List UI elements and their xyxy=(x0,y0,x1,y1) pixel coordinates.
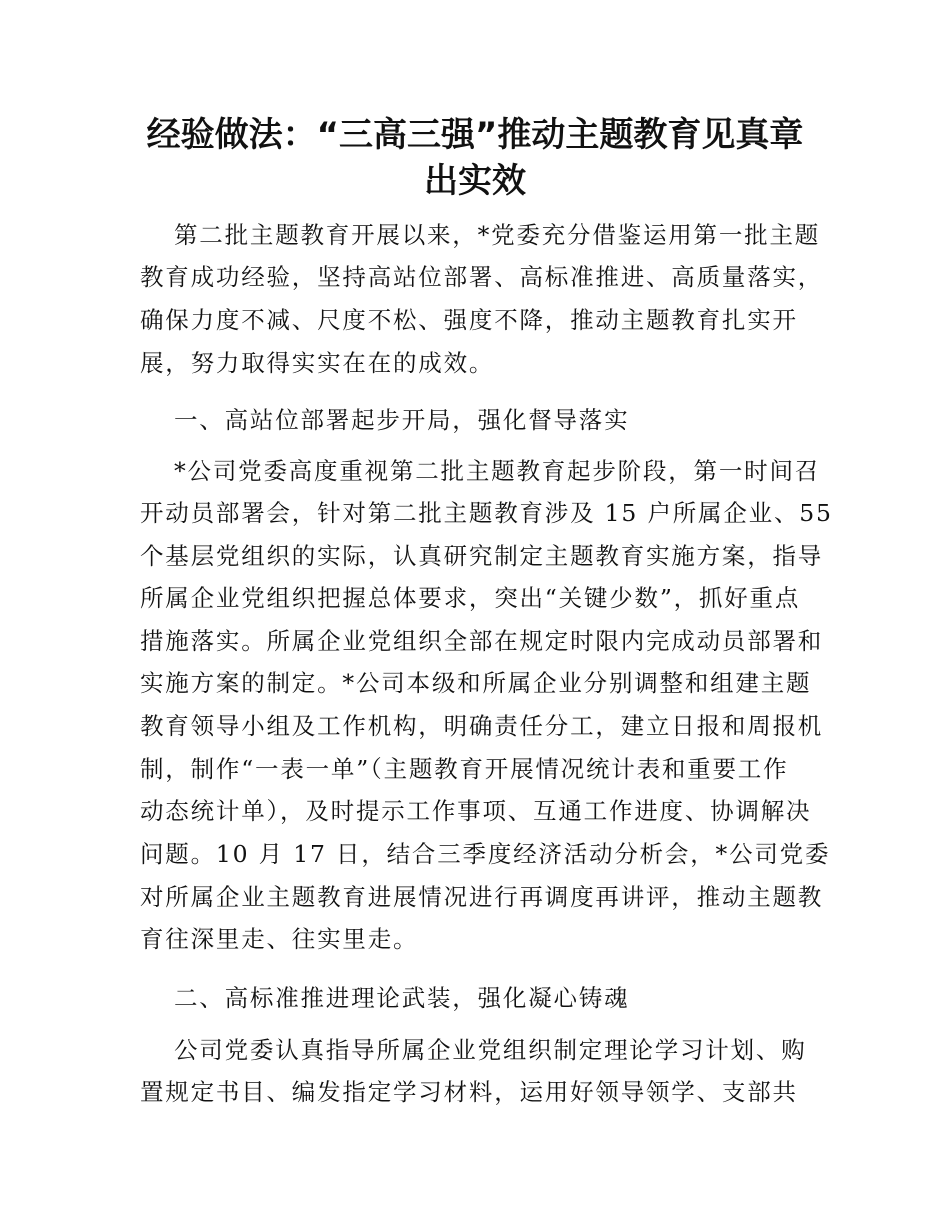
section1-line: 动态统计单），及时提示工作事项、互通工作进度、协调解决 xyxy=(140,797,812,825)
intro-line: 确保力度不减、尺度不松、强度不降，推动主题教育扎实开 xyxy=(140,306,798,334)
section1-line: 问题。10 月 17 日，结合三季度经济活动分析会，*公司党委 xyxy=(140,840,831,868)
section1-line: 实施方案的制定。*公司本级和所属企业分别调整和组建主题 xyxy=(140,669,812,697)
section1-line: 制，制作“一表一单”（主题教育开展情况统计表和重要工作 xyxy=(140,755,789,783)
title-line-2: 出实效 xyxy=(424,161,526,201)
section-heading-2: 二、高标准推进理论武装，强化凝心铸魂 xyxy=(174,984,630,1012)
intro-line: 教育成功经验，坚持高站位部署、高标准推进、高质量落实， xyxy=(140,263,824,291)
section1-line: 对所属企业主题教育进展情况进行再调度再讲评，推动主题教 xyxy=(140,883,824,911)
section1-line: *公司党委高度重视第二批主题教育起步阶段，第一时间召 xyxy=(174,457,821,485)
section-heading-1: 一、高站位部署起步开局，强化督导落实 xyxy=(174,406,630,434)
section1-line: 所属企业党组织把握总体要求，突出“关键少数”，抓好重点 xyxy=(140,584,801,612)
section1-line: 措施落实。所属企业党组织全部在规定时限内完成动员部署和 xyxy=(140,627,824,655)
section1-line: 开动员部署会，针对第二批主题教育涉及 15 户所属企业、55 xyxy=(140,499,833,527)
section2-line: 公司党委认真指导所属企业党组织制定理论学习计划、购 xyxy=(174,1036,807,1064)
document-title xyxy=(120,112,830,204)
intro-line: 展，努力取得实实在在的成效。 xyxy=(140,349,495,377)
section1-line: 教育领导小组及工作机构，明确责任分工，建立日报和周报机 xyxy=(140,712,824,740)
section1-line: 个基层党组织的实际，认真研究制定主题教育实施方案，指导 xyxy=(140,542,824,570)
intro-line: 第二批主题教育开展以来，*党委充分借鉴运用第一批主题 xyxy=(174,221,821,249)
section2-line: 置规定书目、编发指定学习材料，运用好领导领学、支部共 xyxy=(140,1078,798,1106)
title-line-1: 经验做法：“三高三强”推动主题教育见真章 xyxy=(146,115,804,155)
section1-line: 育往深里走、往实里走。 xyxy=(140,925,419,953)
